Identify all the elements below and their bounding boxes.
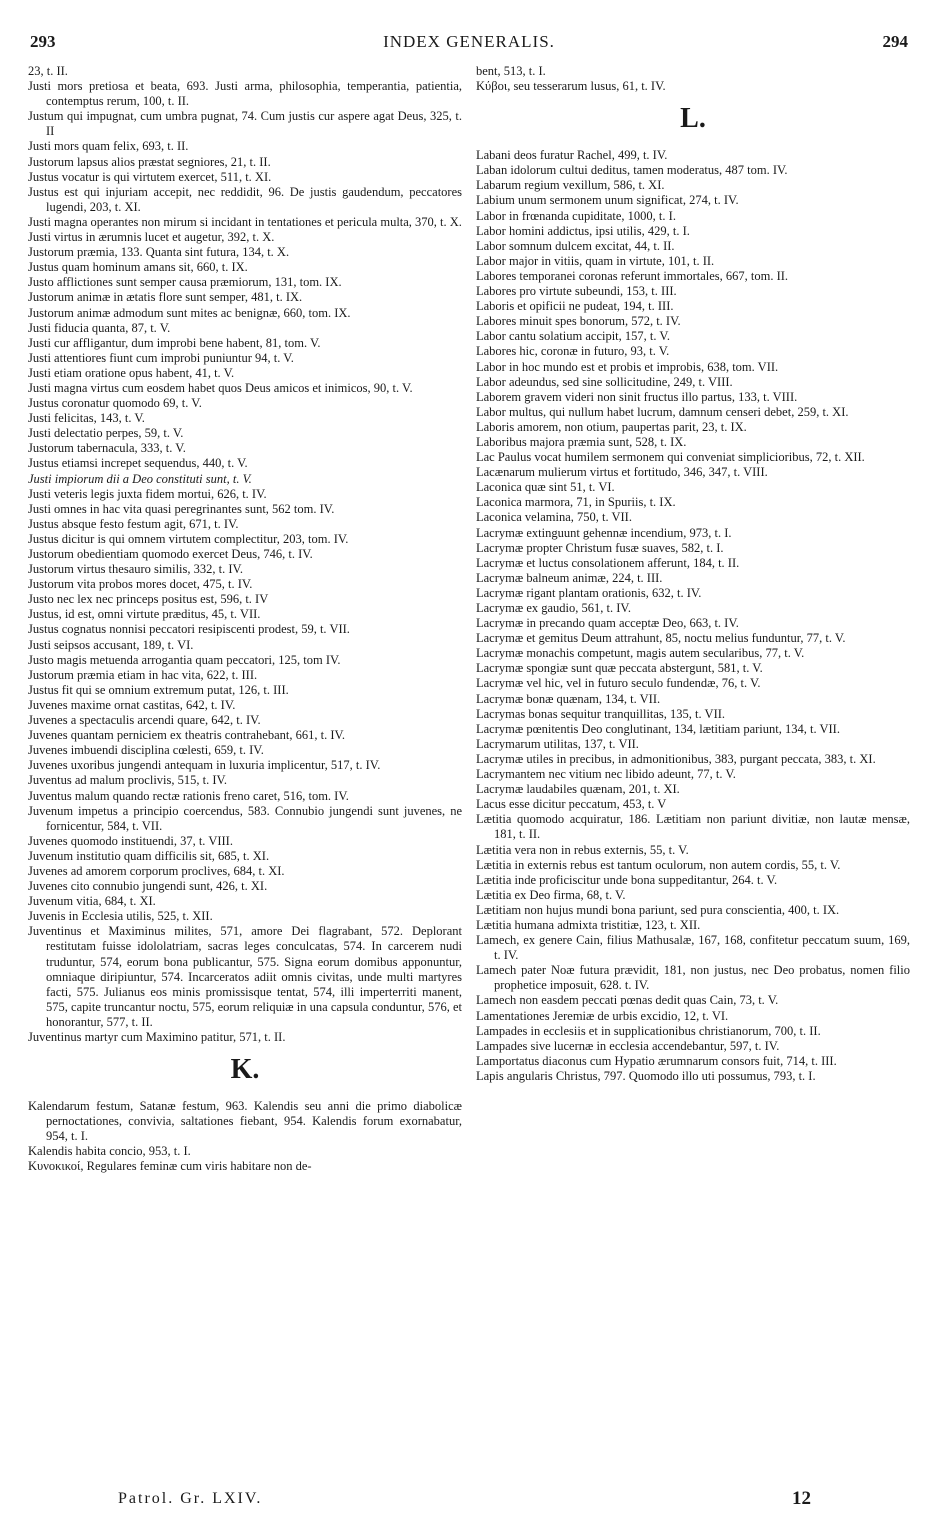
index-entry: Lacrymæ pœnitentis Deo conglutinant, 134, lætitiam pariunt, 134, t. VII. [476,721,840,736]
index-entry: Laban idolorum cultui deditus, tamen moderatus, 487 tom. IV. [476,163,788,178]
index-entry: Lacus esse dicitur peccatum, 453, t. V [476,797,667,812]
index-entry: Lætitia quomodo acquiratur, 186. Lætitiam non pariunt divitiæ, non lautæ mensæ, 181, t. II. [476,812,910,842]
index-entry: Juvenis in Ecclesia utilis, 525, t. XII. [28,909,213,924]
page-header [30,32,908,54]
index-entry: Juvenes quomodo instituendi, 37, t. VIII. [28,833,233,848]
index-entry: Justorum præmia, 133. Quanta sint futura, 134, t. X. [28,245,290,260]
index-entry: Laboribus majora præmia sunt, 528, t. IX. [476,434,687,449]
index-entry: Labor in frœnanda cupiditate, 1000, t. I. [476,208,676,223]
index-entries-k-continued [476,64,910,94]
index-entry: Juvenes ad amorem corporum proclives, 684, t. XI. [28,863,285,878]
index-entry: Justus fit qui se omnium extremum putat, 126, t. III. [28,682,289,697]
index-entry: Justus etiamsi increpet sequendus, 440, t. V. [28,456,248,471]
index-entry: Juvenes cito connubio jungendi sunt, 426, t. XI. [28,879,268,894]
left-page-number: 293 [30,32,56,51]
index-entry: Juvenum impetus a principio coercendus, 583. Connubio jungendi sunt juvenes, ne fornicentur, 584, t. VII. [28,803,462,833]
index-entry: Lacrymas bonas sequitur tranquillitas, 135, t. VII. [476,706,726,721]
index-entry: Justum qui impugnat, cum umbra pugnat, 74. Cum justis cur aspere agat Deus, 325, t. II [28,109,462,139]
index-entry: Juvenes maxime ornat castitas, 642, t. IV. [28,697,236,712]
index-entry: Justi cur affligantur, dum improbi bene habent, 81, tom. V. [28,335,321,350]
index-entry: Κυνοκικοί, Regulares feminæ cum viris habitare non de- [28,1159,312,1174]
volume-signature: Patrol. Gr. LXIV. [118,1490,263,1507]
index-entry: bent, 513, t. I. [476,64,546,78]
index-entry: Justi veteris legis juxta fidem mortui, 626, t. IV. [28,486,267,501]
index-entry: Lætitia vera non in rebus externis, 55, t. V. [476,842,689,857]
index-entry: Justi mors quam felix, 693, t. II. [28,139,189,154]
index-entry: Justi virtus in ærumnis lucet et augetur, 392, t. X. [28,230,275,245]
index-entry: Lampades in ecclesiis et in supplicationibus christianorum, 700, t. II. [476,1023,821,1038]
index-entry: Justorum animæ in ætatis flore sunt semper, 481, t. IX. [28,290,303,305]
index-entry: Labarum regium vexillum, 586, t. XI. [476,178,665,193]
gathering-number: 12 [792,1488,811,1509]
index-entry: Justus est qui injuriam accepit, nec reddidit, 96. De justis gaudendum, peccatores lugendi, 203, t. XI. [28,184,462,214]
index-entry: Lætitia humana admixta tristitiæ, 123, t. XII. [476,917,701,932]
index-entry: Lacrymæ monachis competunt, magis autem secularibus, 77, t. V. [476,646,805,661]
left-column [28,64,462,1175]
index-entry: Juventinus martyr cum Maximino patitur, 571, t. II. [28,1030,286,1044]
index-entry: Justi impiorum dii a Deo constituti sunt, t. V. [28,471,252,486]
index-entry: Juventinus et Maximinus milites, 571, amore Dei flagrabant, 572. Deplorant restitutam fuisse idololatriam, sacras leges conculcatas, 574. In carcerem nudi truduntur, 574, eorum bona publicantur, 575. Signa eorum domibus apponuntur, omniaque diripiuntur, 574. Incarceratos adiit omnis civitas, unde multi martyres facti, 575. Julianus eos minis promissisque tentat, 574, illi imperterriti manent, 575, capite truncantur noctu, 575, eorum reliquiæ in una capsula conduntur, 576, et honorantur, 577, t. II. [28,924,462,1029]
index-entry: Juvenum vitia, 684, t. XI. [28,894,156,909]
index-entry: Justi magna virtus cum eosdem habet quos Deus amicos et inimicos, 90, t. V. [28,380,413,395]
index-entry: Kalendarum festum, Satanæ festum, 963. Kalendis seu anni die primo diabolicæ pernoctationes, convivia, saltationes fiebant, 954. Kalendis forum exornabatur, 954, t. I. [28,1099,462,1144]
index-entry: Justus vocatur is qui virtutem exercet, 511, t. XI. [28,169,272,184]
index-entry: Labor homini addictus, ipsi utilis, 429, t. I. [476,223,690,238]
index-entry: Labani deos furatur Rachel, 499, t. IV. [476,148,668,163]
index-entry: Lacrymæ spongiæ sunt quæ peccata abstergunt, 581, t. V. [476,661,763,676]
index-entry: Labores hic, coronæ in futuro, 93, t. V. [476,344,670,359]
index-entry: Labores pro virtute subeundi, 153, t. III. [476,284,677,299]
index-entry: Lacrymæ et luctus consolationem afferunt, 184, t. II. [476,555,740,570]
index-entry: Lacrymantem nec vitium nec libido adeunt, 77, t. V. [476,767,736,782]
index-entry: Lamech non easdem peccati pœnas dedit quas Cain, 73, t. V. [476,993,779,1008]
index-entry: Lamech, ex genere Cain, filius Mathusalæ, 167, 168, confitetur peccatum suum, 169, t. IV. [476,933,910,963]
index-entry: Justorum præmia etiam in hac vita, 622, t. III. [28,667,258,682]
index-entry: Justus coronatur quomodo 69, t. V. [28,396,202,411]
index-entry: Lamech pater Noæ futura prævidit, 181, non justus, nec Deo probatus, nomen filio prophetice imposuit, 628. t. IV. [476,963,910,993]
index-entry: Labor major in vitiis, quam in virtute, 101, t. II. [476,253,715,268]
index-entry: Labor in hoc mundo est et probis et improbis, 638, tom. VII. [476,359,779,374]
index-entry: Juventus malum quando rectæ rationis freno caret, 516, tom. IV. [28,788,349,803]
index-entry: Justorum lapsus alios præstat segniores, 21, t. II. [28,154,271,169]
index-entry: Laconica marmora, 71, in Spuriis, t. IX. [476,495,676,510]
right-column [476,64,910,1084]
index-entry: Lacrymæ bonæ quænam, 134, t. VII. [476,691,661,706]
index-entry: Lamentationes Jeremiæ de urbis excidio, 12, t. VI. [476,1008,729,1023]
index-entry: Justorum tabernacula, 333, t. V. [28,441,186,456]
index-entry: Lacrymæ vel hic, vel in futuro seculo fundendæ, 76, t. V. [476,676,761,691]
index-entry: 23, t. II. [28,64,68,78]
index-entry: Kalendis habita concio, 953, t. I. [28,1144,191,1159]
index-entry: Laboris et opificii ne pudeat, 194, t. III. [476,299,674,314]
index-entry: Labores temporanei coronas referunt immortales, 667, tom. II. [476,268,789,283]
index-entry: Κύβοι, seu tesserarum lusus, 61, t. IV. [476,79,666,94]
section-letter-k: K. [230,1054,260,1086]
index-entry: Justi attentiores fiunt cum improbi puniuntur 94, t. V. [28,350,294,365]
index-entry: Justi etiam oratione opus habent, 41, t. V. [28,365,235,380]
index-entry: Justo afflictiones sunt semper causa præmiorum, 131, tom. IX. [28,275,342,290]
index-entry: Labor adeundus, sed sine sollicitudine, 249, t. VIII. [476,374,733,389]
index-entry: Labor cantu solatium accipit, 157, t. V. [476,329,670,344]
index-entry: Justi felicitas, 143, t. V. [28,411,145,426]
index-entries-j [28,64,462,1045]
index-entries-k [28,1099,462,1174]
running-title: INDEX GENERALIS. [383,32,555,51]
index-entry: Justi mors pretiosa et beata, 693. Justi arma, philosophia, temperantia, patientia, contemptus rerum, 100, t. II. [28,79,462,109]
index-entries-l [476,148,910,1084]
index-entry: Laborem gravem videri non sinit fructus illo partus, 133, t. VIII. [476,389,798,404]
index-entry: Justi magna operantes non mirum si incidant in tentationes et pericula multa, 370, t. X. [28,214,462,229]
index-entry: Lacrymæ utiles in precibus, in admonitionibus, 383, purgant peccata, 383, t. XI. [476,751,876,766]
index-entry: Lacrymæ ex gaudio, 561, t. IV. [476,601,631,615]
index-entry: Labores minuit spes bonorum, 572, t. IV. [476,314,681,329]
index-entry: Lætitia ex Deo firma, 68, t. V. [476,887,626,902]
index-entry: Lacrymæ balneum animæ, 224, t. III. [476,570,663,585]
index-entry: Labor multus, qui nullum habet lucrum, damnum censeri debet, 259, t. XI. [476,404,849,419]
index-entry: Lacrymæ et gemitus Deum attrahunt, 85, noctu melius funduntur, 77, t. V. [476,631,846,646]
index-entry: Lampades sive lucernæ in ecclesia accendebantur, 597, t. IV. [476,1038,780,1053]
index-entry: Justi delectatio perpes, 59, t. V. [28,426,184,441]
index-entry: Justus cognatus nonnisi peccatori resipiscenti prodest, 59, t. VII. [28,622,350,637]
index-entry: Laconica velamina, 750, t. VII. [476,510,632,525]
section-letter-l: L. [680,103,706,135]
index-entry: Justorum vita probos mores docet, 475, t. IV. [28,577,253,592]
index-entry: Lacrymæ propter Christum fusæ suaves, 582, t. I. [476,540,724,555]
index-entry: Juvenes quantam perniciem ex theatris contrahebant, 661, t. IV. [28,728,346,743]
index-entry: Laboris amorem, non otium, paupertas parit, 23, t. IX. [476,419,747,434]
index-entry: Juvenes a spectaculis arcendi quare, 642, t. IV. [28,713,261,728]
index-entry: Justi fiducia quanta, 87, t. V. [28,320,171,335]
index-entry: Juvenes imbuendi disciplina cœlesti, 659, t. IV. [28,743,264,758]
index-entry: Lætitia inde proficiscitur unde bona suppeditantur, 264. t. V. [476,872,778,887]
index-entry: Lacrymæ extinguunt gehennæ incendium, 973, t. I. [476,525,732,540]
index-entry: Lætitiam non hujus mundi bona pariunt, sed pura conscientia, 400, t. IX. [476,902,840,917]
index-entry: Lacrymæ in precando quam acceptæ Deo, 663, t. IV. [476,616,739,631]
index-entry: Justo nec lex nec princeps positus est, 596, t. IV [28,592,269,607]
index-entry: Juvenes uxoribus jungendi antequam in luxuria implicentur, 517, t. IV. [28,758,381,773]
right-page-number: 294 [882,32,908,51]
index-entry: Lacrymæ laudabiles quænam, 201, t. XI. [476,782,680,797]
index-entry: Justorum obedientiam quomodo exercet Deus, 746, t. IV. [28,547,313,561]
index-entry: Justo magis metuenda arrogantia quam peccatori, 125, tom IV. [28,652,341,667]
index-entry: Justus absque festo festum agit, 671, t. IV. [28,516,239,531]
index-entry: Justus dicitur is qui omnem virtutem complectitur, 203, tom. IV. [28,531,349,546]
index-entry: Juvenum institutio quam difficilis sit, 685, t. XI. [28,848,270,863]
index-entry: Lacrymarum utilitas, 137, t. VII. [476,736,639,751]
index-entry: Justi seipsos accusant, 189, t. VI. [28,637,194,652]
index-entry: Laconica quæ sint 51, t. VI. [476,480,615,495]
index-entry: Lacænarum mulierum virtus et fortitudo, 346, 347, t. VIII. [476,465,768,480]
index-entry: Justus quam hominum amans sit, 660, t. IX. [28,260,248,275]
index-entry: Lætitia in externis rebus est tantum oculorum, non autem cordis, 55, t. V. [476,857,841,872]
index-entry: Lac Paulus vocat humilem sermonem qui conveniat simplicioribus, 72, t. XII. [476,450,865,465]
index-entry: Labor somnum dulcem excitat, 44, t. II. [476,238,675,253]
index-entry: Juventus ad malum proclivis, 515, t. IV. [28,773,228,788]
index-entry: Lapis angularis Christus, 797. Quomodo illo uti possumus, 793, t. I. [476,1068,816,1083]
index-entry: Lamportatus diaconus cum Hypatio ærumnarum consors fuit, 714, t. III. [476,1053,837,1068]
index-entry: Justus, id est, omni virtute præditus, 45, t. VII. [28,607,261,622]
index-entry: Justorum animæ admodum sunt mites ac benignæ, 660, tom. IX. [28,305,351,320]
index-entry: Justorum virtus thesauro similis, 332, t. IV. [28,562,244,577]
index-entry: Justi omnes in hac vita quasi peregrinantes sunt, 562 tom. IV. [28,501,335,516]
index-entry: Labium unum sermonem unum significat, 274, t. IV. [476,193,739,208]
index-entry: Lacrymæ rigant plantam orationis, 632, t. IV. [476,585,702,600]
